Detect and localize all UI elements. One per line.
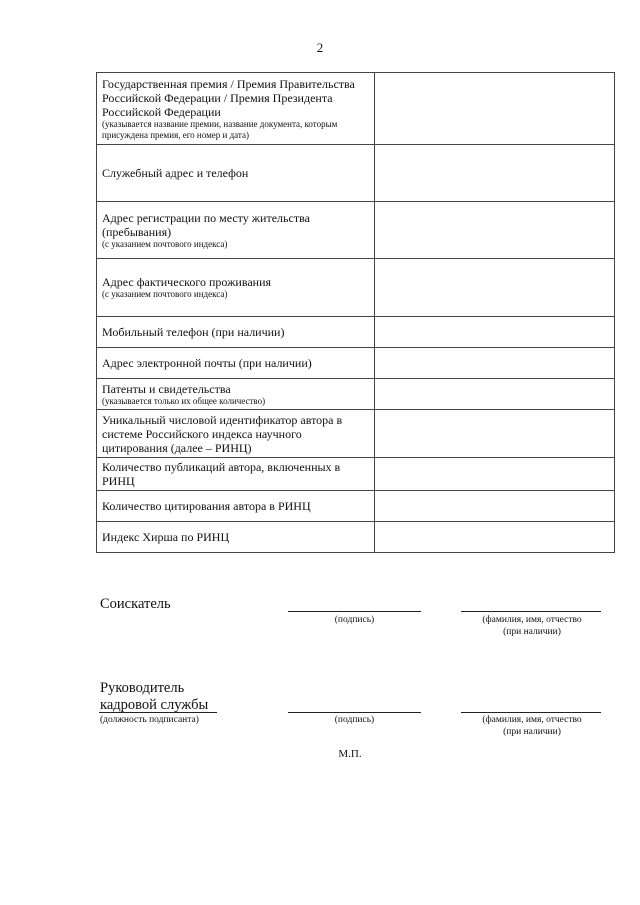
hr-position-caption: (должность подписанта) bbox=[100, 715, 199, 725]
hr-title-line-1: Руководитель bbox=[100, 680, 185, 696]
applicant-info-table bbox=[96, 72, 615, 553]
table-row bbox=[97, 259, 615, 317]
row-label-registration-address bbox=[97, 202, 375, 259]
label-text: Адрес регистрации по месту жительства (пребывания) bbox=[102, 210, 310, 239]
label-note: (указывается только их общее количество) bbox=[102, 395, 266, 406]
label-note: (указывается название премии, название документа, которым присуждена премия, его номер и дата) bbox=[102, 118, 338, 140]
row-label-hirsch-index bbox=[97, 522, 375, 553]
row-label-publications-count bbox=[97, 458, 375, 491]
table-row bbox=[97, 491, 615, 522]
label-text: Адрес фактического проживания bbox=[102, 275, 272, 289]
hr-signature-line[interactable] bbox=[288, 712, 421, 713]
row-label-state-prize bbox=[97, 73, 375, 145]
label-text: Количество цитирования автора в РИНЦ bbox=[102, 499, 311, 513]
row-label-email bbox=[97, 348, 375, 379]
hr-name-caption-1: (фамилия, имя, отчество bbox=[482, 715, 582, 725]
table-row bbox=[97, 317, 615, 348]
label-text: Количество публикаций автора, включенных в РИНЦ bbox=[102, 460, 341, 488]
label-text: Мобильный телефон (при наличии) bbox=[102, 325, 285, 339]
row-label-citations-count bbox=[97, 491, 375, 522]
stamp-place-mark: М.П. bbox=[338, 748, 362, 760]
value-cell[interactable] bbox=[375, 145, 615, 202]
row-label-patents bbox=[97, 379, 375, 410]
hr-position-line[interactable] bbox=[99, 712, 217, 713]
table-row bbox=[97, 348, 615, 379]
row-label-mobile-phone bbox=[97, 317, 375, 348]
applicant-name-line[interactable] bbox=[461, 611, 601, 612]
label-text: Уникальный числовой идентификатор автора в системе Российского индекса научного цитирования (далее – РИНЦ) bbox=[102, 412, 343, 455]
table-row bbox=[97, 458, 615, 491]
row-label-author-id bbox=[97, 410, 375, 458]
table-row bbox=[97, 145, 615, 202]
label-text: Служебный адрес и телефон bbox=[102, 166, 249, 180]
value-cell[interactable] bbox=[375, 202, 615, 259]
value-cell[interactable] bbox=[375, 73, 615, 145]
table-row bbox=[97, 379, 615, 410]
hr-title-line-2: кадровой службы bbox=[100, 697, 209, 713]
table-row bbox=[97, 522, 615, 553]
value-cell[interactable] bbox=[375, 410, 615, 458]
table-row bbox=[97, 73, 615, 145]
value-cell[interactable] bbox=[375, 379, 615, 410]
page-number: 2 bbox=[316, 40, 324, 55]
hr-signature-caption: (подпись) bbox=[334, 715, 375, 725]
row-label-work-address bbox=[97, 145, 375, 202]
hr-name-line[interactable] bbox=[461, 712, 601, 713]
hr-name-caption-2: (при наличии) bbox=[503, 727, 561, 737]
value-cell[interactable] bbox=[375, 491, 615, 522]
label-text: Индекс Хирша по РИНЦ bbox=[102, 530, 230, 544]
applicant-signature-caption: (подпись) bbox=[334, 615, 375, 625]
value-cell[interactable] bbox=[375, 348, 615, 379]
value-cell[interactable] bbox=[375, 259, 615, 317]
label-text: Государственная премия / Премия Правительства Российской Федерации / Премия Президента Российской Федерации bbox=[102, 76, 355, 119]
value-cell[interactable] bbox=[375, 458, 615, 491]
label-text: Адрес электронной почты (при наличии) bbox=[102, 356, 312, 370]
row-label-actual-address bbox=[97, 259, 375, 317]
label-note: (с указанием почтового индекса) bbox=[102, 289, 228, 299]
table-row bbox=[97, 410, 615, 458]
applicant-name-caption-2: (при наличии) bbox=[503, 627, 561, 637]
value-cell[interactable] bbox=[375, 522, 615, 553]
applicant-name-caption-1: (фамилия, имя, отчество bbox=[482, 615, 582, 625]
value-cell[interactable] bbox=[375, 317, 615, 348]
table-row bbox=[97, 202, 615, 259]
label-text: Патенты и свидетельства bbox=[102, 381, 231, 396]
applicant-title: Соискатель bbox=[100, 596, 171, 612]
applicant-signature-line[interactable] bbox=[288, 611, 421, 612]
label-note: (с указанием почтового индекса) bbox=[102, 238, 228, 249]
